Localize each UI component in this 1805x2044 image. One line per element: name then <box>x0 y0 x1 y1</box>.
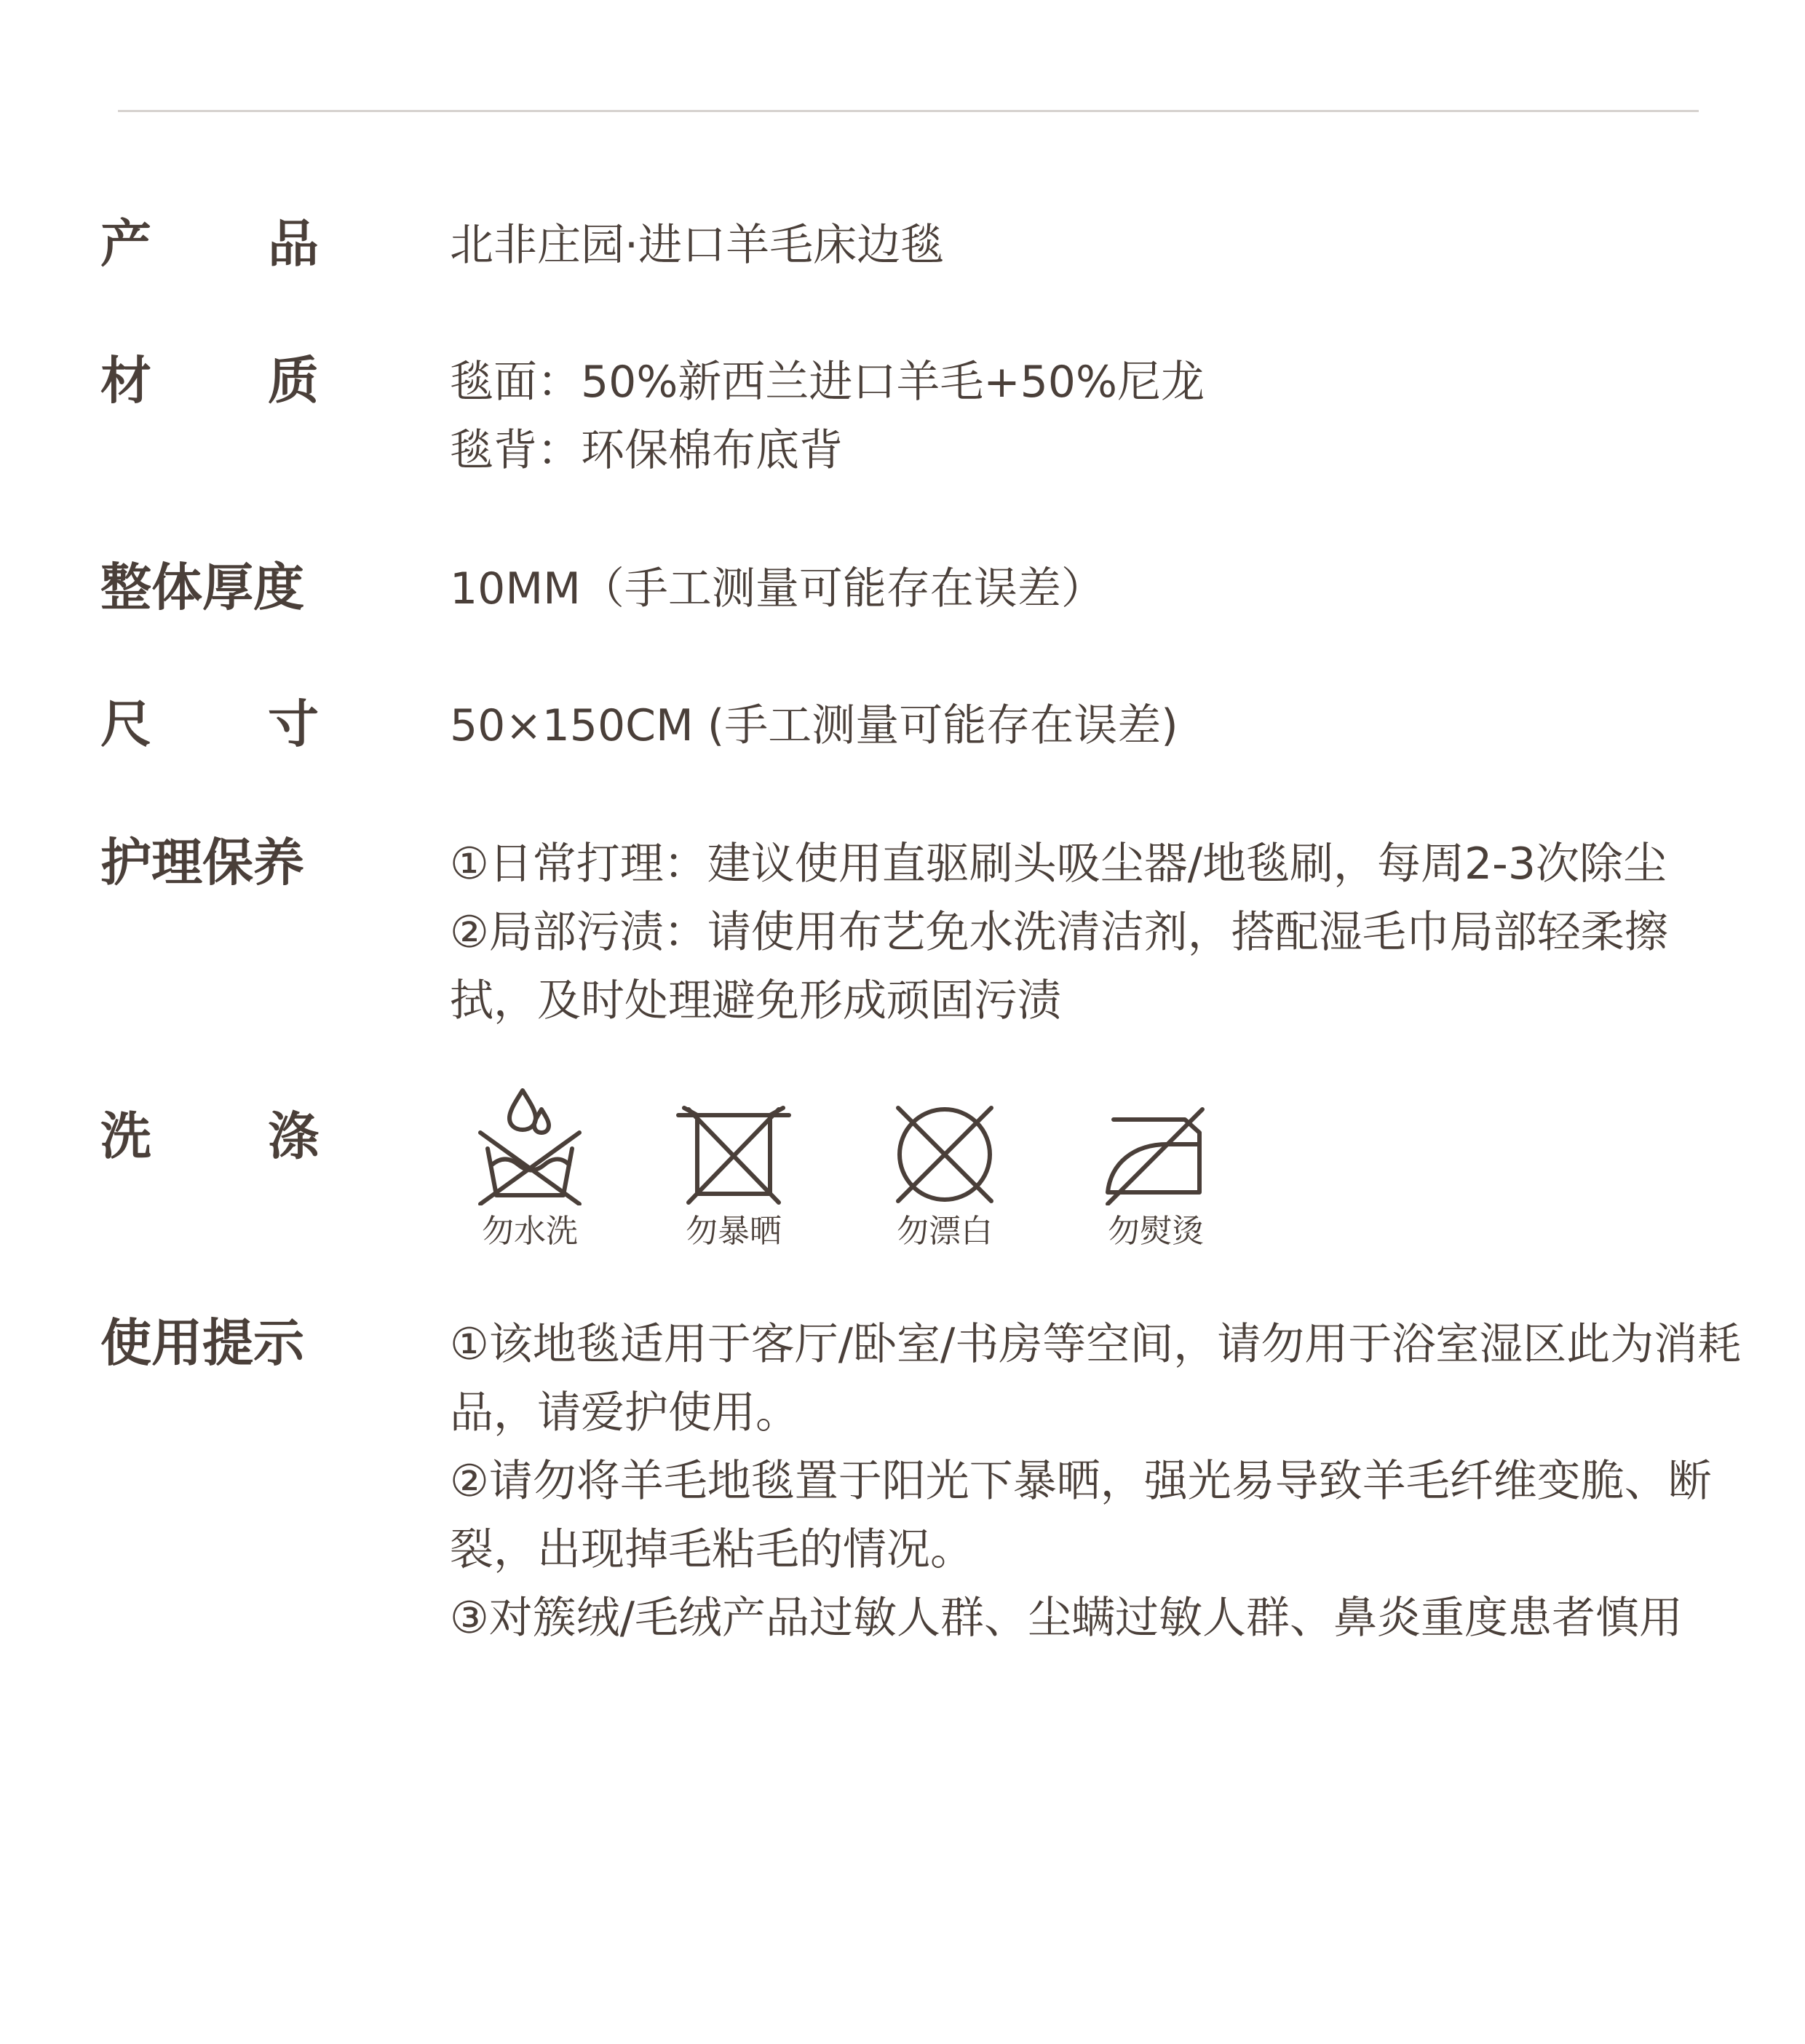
product-label-char-2: 品 <box>268 214 319 274</box>
no-wash-caption: 勿水洗 <box>482 1213 578 1250</box>
size-label-char-1: 尺 <box>100 694 151 754</box>
material-value-block <box>450 348 1745 485</box>
usage-tip-3: ③对簇绒/毛绒产品过敏人群、尘螨过敏人群、鼻炎重度患者慎用 <box>450 1593 1683 1644</box>
usage-label: 使用提示 <box>100 1313 304 1373</box>
washing-label <box>100 1104 319 1169</box>
no-wash-item <box>450 1077 610 1259</box>
material-back: 毯背：环保棉布底背 <box>450 425 843 476</box>
thickness-value: 10MM（手工测量可能存在误差） <box>450 563 1105 614</box>
thickness-label: 整体厚度 <box>100 558 304 617</box>
size-label <box>100 692 319 757</box>
top-divider <box>118 110 1699 112</box>
no-iron-icon <box>1098 1077 1214 1205</box>
care-label: 护理保养 <box>100 833 304 892</box>
size-value: 50×150CM (手工测量可能存在误差) <box>450 700 1178 751</box>
no-bleach-item <box>865 1077 1025 1259</box>
usage-tip-1: ①该地毯适用于客厅/卧室/书房等空间，请勿用于浴室湿区此为消耗品，请爱护使用。 <box>450 1319 1742 1438</box>
no-iron-caption: 勿熨烫 <box>1108 1213 1204 1250</box>
material-label-char-2: 质 <box>268 351 319 411</box>
size-label-char-2: 寸 <box>268 694 319 754</box>
no-sun-dry-icon <box>675 1077 792 1205</box>
no-bleach-caption: 勿漂白 <box>897 1213 993 1250</box>
washing-icons <box>450 1077 1250 1259</box>
no-bleach-icon <box>886 1077 1003 1205</box>
no-sun-dry-caption: 勿暴晒 <box>686 1213 782 1250</box>
thickness-value-block <box>450 555 1745 623</box>
usage-value-block <box>450 1310 1745 1652</box>
material-label <box>100 348 319 413</box>
care-daily: ①日常打理：建议使用直驱刷头吸尘器/地毯刷，每周2-3次除尘 <box>450 839 1667 890</box>
no-iron-item <box>1076 1077 1236 1259</box>
no-sun-dry-item <box>654 1077 814 1259</box>
washing-label-char-1: 洗 <box>100 1106 151 1166</box>
product-label <box>100 211 319 277</box>
care-stain: ②局部污渍：请使用布艺免水洗清洁剂，搭配湿毛巾局部轻柔擦拭，及时处理避免形成顽固污渍 <box>450 907 1668 1026</box>
washing-label-char-2: 涤 <box>268 1106 319 1166</box>
care-value-block <box>450 830 1745 1035</box>
usage-tip-2: ②请勿将羊毛地毯置于阳光下暴晒，强光易导致羊毛纤维变脆、断裂，出现掉毛粘毛的情况。 <box>450 1456 1712 1575</box>
material-face: 毯面：50%新西兰进口羊毛+50%尼龙 <box>450 357 1205 408</box>
material-label-char-1: 材 <box>100 351 151 411</box>
product-value-block <box>450 211 1745 280</box>
size-value-block <box>450 692 1745 760</box>
no-wash-icon <box>472 1077 588 1205</box>
product-value: 北非庄园·进口羊毛床边毯 <box>450 220 945 271</box>
product-label-char-1: 产 <box>100 214 151 274</box>
